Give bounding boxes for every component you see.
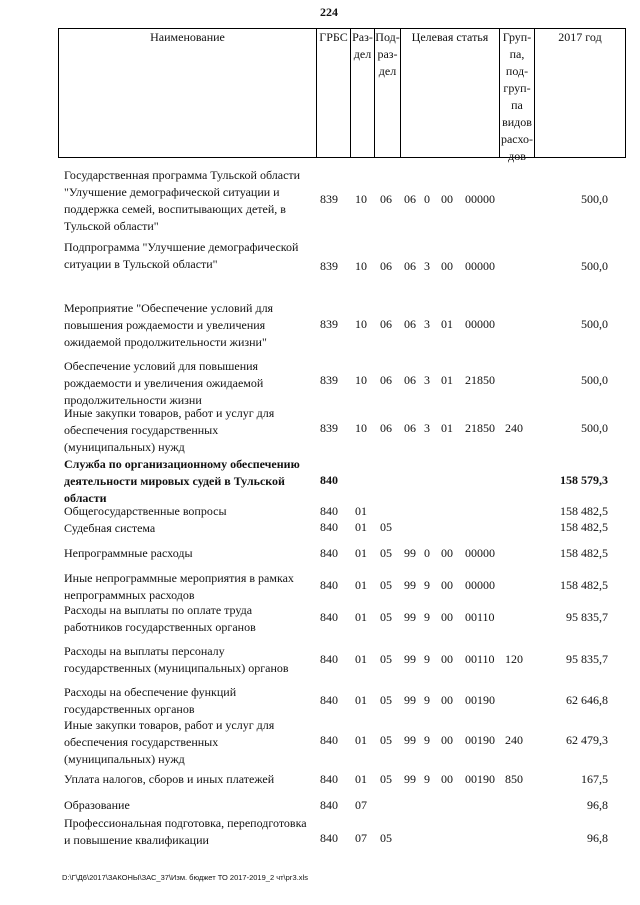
row-name: Образование [64,798,130,812]
header-year-2017: 2017 год [535,29,626,157]
podrazdel-cell: 06 [380,192,392,206]
cs-subprogram-cell: 9 [424,610,430,624]
cs-program-cell: 06 [404,317,416,331]
amount-cell: 62 646,8 [566,693,608,707]
row-name: Подпрограмма "Улучшение демографической ситуации в Тульской области" [64,240,299,271]
cs-direction-cell: 00190 [465,772,495,786]
amount-cell: 500,0 [581,192,608,206]
cs-subprogram-cell: 3 [424,373,430,387]
vid-cell: 120 [505,652,523,666]
cs-event-cell: 00 [441,610,453,624]
cs-direction-cell: 21850 [465,421,495,435]
amount-cell: 158 579,3 [560,473,608,487]
grbs-cell: 840 [320,652,338,666]
cs-event-cell: 00 [441,259,453,273]
cs-direction-cell: 00000 [465,546,495,560]
razdel-cell: 10 [355,192,367,206]
podrazdel-cell: 05 [380,772,392,786]
row-name: Общегосударственные вопросы [64,504,227,518]
razdel-cell: 10 [355,259,367,273]
cs-subprogram-cell: 0 [424,546,430,560]
cs-program-cell: 99 [404,733,416,747]
razdel-cell: 01 [355,733,367,747]
cs-program-cell: 06 [404,421,416,435]
amount-cell: 95 835,7 [566,652,608,666]
podrazdel-cell: 05 [380,520,392,534]
vid-cell: 240 [505,421,523,435]
cs-subprogram-cell: 9 [424,693,430,707]
razdel-cell: 07 [355,831,367,845]
header-name: Наименование [59,29,317,157]
amount-cell: 158 482,5 [560,578,608,592]
cs-subprogram-cell: 9 [424,772,430,786]
table-header [58,28,626,163]
header-celevaya-statya: Целевая статья [401,29,500,157]
row-name: Профессиональная подготовка, переподготовка и повышение квалификации [64,816,307,847]
file-path-footer: D:\Г\Д6\2017\ЗАКОНЫ\ЗАС_37\Изм. бюджет ТО 2017-2019_2 чт\рг3.xls [62,873,308,882]
podrazdel-cell: 06 [380,259,392,273]
razdel-cell: 01 [355,652,367,666]
header-grbs: ГРБС [317,29,351,157]
cs-subprogram-cell: 3 [424,317,430,331]
amount-cell: 96,8 [587,798,608,812]
cs-subprogram-cell: 3 [424,259,430,273]
row-name: Иные закупки товаров, работ и услуг для обеспечения государственных (муниципальных) нужд [64,718,275,766]
grbs-cell: 839 [320,421,338,435]
cs-direction-cell: 21850 [465,373,495,387]
cs-direction-cell: 00000 [465,578,495,592]
cs-direction-cell: 00000 [465,192,495,206]
amount-cell: 158 482,5 [560,504,608,518]
cs-direction-cell: 00110 [465,610,495,624]
razdel-cell: 10 [355,373,367,387]
cs-program-cell: 99 [404,578,416,592]
row-name: Иные закупки товаров, работ и услуг для обеспечения государственных (муниципальных) нужд [64,406,275,454]
razdel-cell: 01 [355,772,367,786]
razdel-cell: 01 [355,693,367,707]
grbs-cell: 840 [320,798,338,812]
cs-event-cell: 01 [441,421,453,435]
cs-program-cell: 99 [404,652,416,666]
cs-event-cell: 00 [441,772,453,786]
amount-cell: 158 482,5 [560,546,608,560]
podrazdel-cell: 06 [380,421,392,435]
page-number: 224 [320,5,338,19]
cs-program-cell: 99 [404,610,416,624]
podrazdel-cell: 06 [380,317,392,331]
row-name: Судебная система [64,521,156,535]
cs-direction-cell: 00000 [465,259,495,273]
cs-subprogram-cell: 9 [424,652,430,666]
grbs-cell: 840 [320,473,338,487]
cs-event-cell: 00 [441,652,453,666]
cs-program-cell: 99 [404,546,416,560]
grbs-cell: 839 [320,192,338,206]
amount-cell: 500,0 [581,259,608,273]
podrazdel-cell: 05 [380,610,392,624]
amount-cell: 62 479,3 [566,733,608,747]
row-name: Непрограммные расходы [64,546,193,560]
row-name: Уплата налогов, сборов и иных платежей [64,772,275,786]
cs-event-cell: 01 [441,373,453,387]
razdel-cell: 01 [355,504,367,518]
row-name: Обеспечение условий для повышения рождаемости и увеличения ожидаемой продолжительности жизни [64,359,264,407]
cs-program-cell: 06 [404,192,416,206]
cs-event-cell: 00 [441,693,453,707]
podrazdel-cell: 05 [380,546,392,560]
cs-event-cell: 01 [441,317,453,331]
amount-cell: 95 835,7 [566,610,608,624]
grbs-cell: 840 [320,831,338,845]
cs-program-cell: 06 [404,259,416,273]
cs-event-cell: 00 [441,578,453,592]
row-name: Расходы на выплаты персоналу государственных (муниципальных) органов [64,644,289,675]
razdel-cell: 01 [355,520,367,534]
amount-cell: 167,5 [581,772,608,786]
podrazdel-cell: 05 [380,693,392,707]
amount-cell: 158 482,5 [560,520,608,534]
row-name: Государственная программа Тульской области "Улучшение демографической ситуации и поддержка семей, воспитывающих детей, в Тульской области" [64,168,301,233]
razdel-cell: 01 [355,546,367,560]
grbs-cell: 839 [320,317,338,331]
amount-cell: 500,0 [581,421,608,435]
row-name: Расходы на выплаты по оплате труда работников государственных органов [64,603,256,634]
cs-event-cell: 00 [441,192,453,206]
cs-direction-cell: 00190 [465,733,495,747]
grbs-cell: 840 [320,733,338,747]
cs-subprogram-cell: 9 [424,578,430,592]
cs-program-cell: 99 [404,693,416,707]
row-name: Расходы на обеспечение функций государственных органов [64,685,237,716]
grbs-cell: 840 [320,693,338,707]
cs-direction-cell: 00110 [465,652,495,666]
amount-cell: 500,0 [581,373,608,387]
cs-event-cell: 00 [441,546,453,560]
cs-direction-cell: 00190 [465,693,495,707]
grbs-cell: 840 [320,546,338,560]
header-vid-raskhodov: Груп- па, под- груп- па видов расхо- дов [500,30,534,163]
razdel-cell: 01 [355,578,367,592]
podrazdel-cell: 05 [380,652,392,666]
cs-subprogram-cell: 0 [424,192,430,206]
razdel-cell: 10 [355,421,367,435]
row-name: Мероприятие "Обеспечение условий для повышения рождаемости и увеличения ожидаемой продолжительности жизни" [64,301,274,349]
grbs-cell: 840 [320,610,338,624]
grbs-cell: 839 [320,373,338,387]
cs-program-cell: 99 [404,772,416,786]
podrazdel-cell: 05 [380,578,392,592]
grbs-cell: 839 [320,259,338,273]
header-podrazdel: Под- раз- дел [375,29,401,157]
vid-cell: 240 [505,733,523,747]
vid-cell: 850 [505,772,523,786]
cs-program-cell: 06 [404,373,416,387]
cs-subprogram-cell: 3 [424,421,430,435]
amount-cell: 96,8 [587,831,608,845]
cs-subprogram-cell: 9 [424,733,430,747]
razdel-cell: 10 [355,317,367,331]
amount-cell: 500,0 [581,317,608,331]
cs-event-cell: 00 [441,733,453,747]
grbs-cell: 840 [320,504,338,518]
row-name: Иные непрограммные мероприятия в рамках непрограммных расходов [64,571,294,602]
header-razdel: Раз- дел [351,29,375,157]
razdel-cell: 07 [355,798,367,812]
row-name: Служба по организационному обеспечению деятельности мировых судей в Тульской области [64,457,300,505]
podrazdel-cell: 05 [380,733,392,747]
podrazdel-cell: 05 [380,831,392,845]
grbs-cell: 840 [320,520,338,534]
razdel-cell: 01 [355,610,367,624]
grbs-cell: 840 [320,772,338,786]
podrazdel-cell: 06 [380,373,392,387]
grbs-cell: 840 [320,578,338,592]
cs-direction-cell: 00000 [465,317,495,331]
